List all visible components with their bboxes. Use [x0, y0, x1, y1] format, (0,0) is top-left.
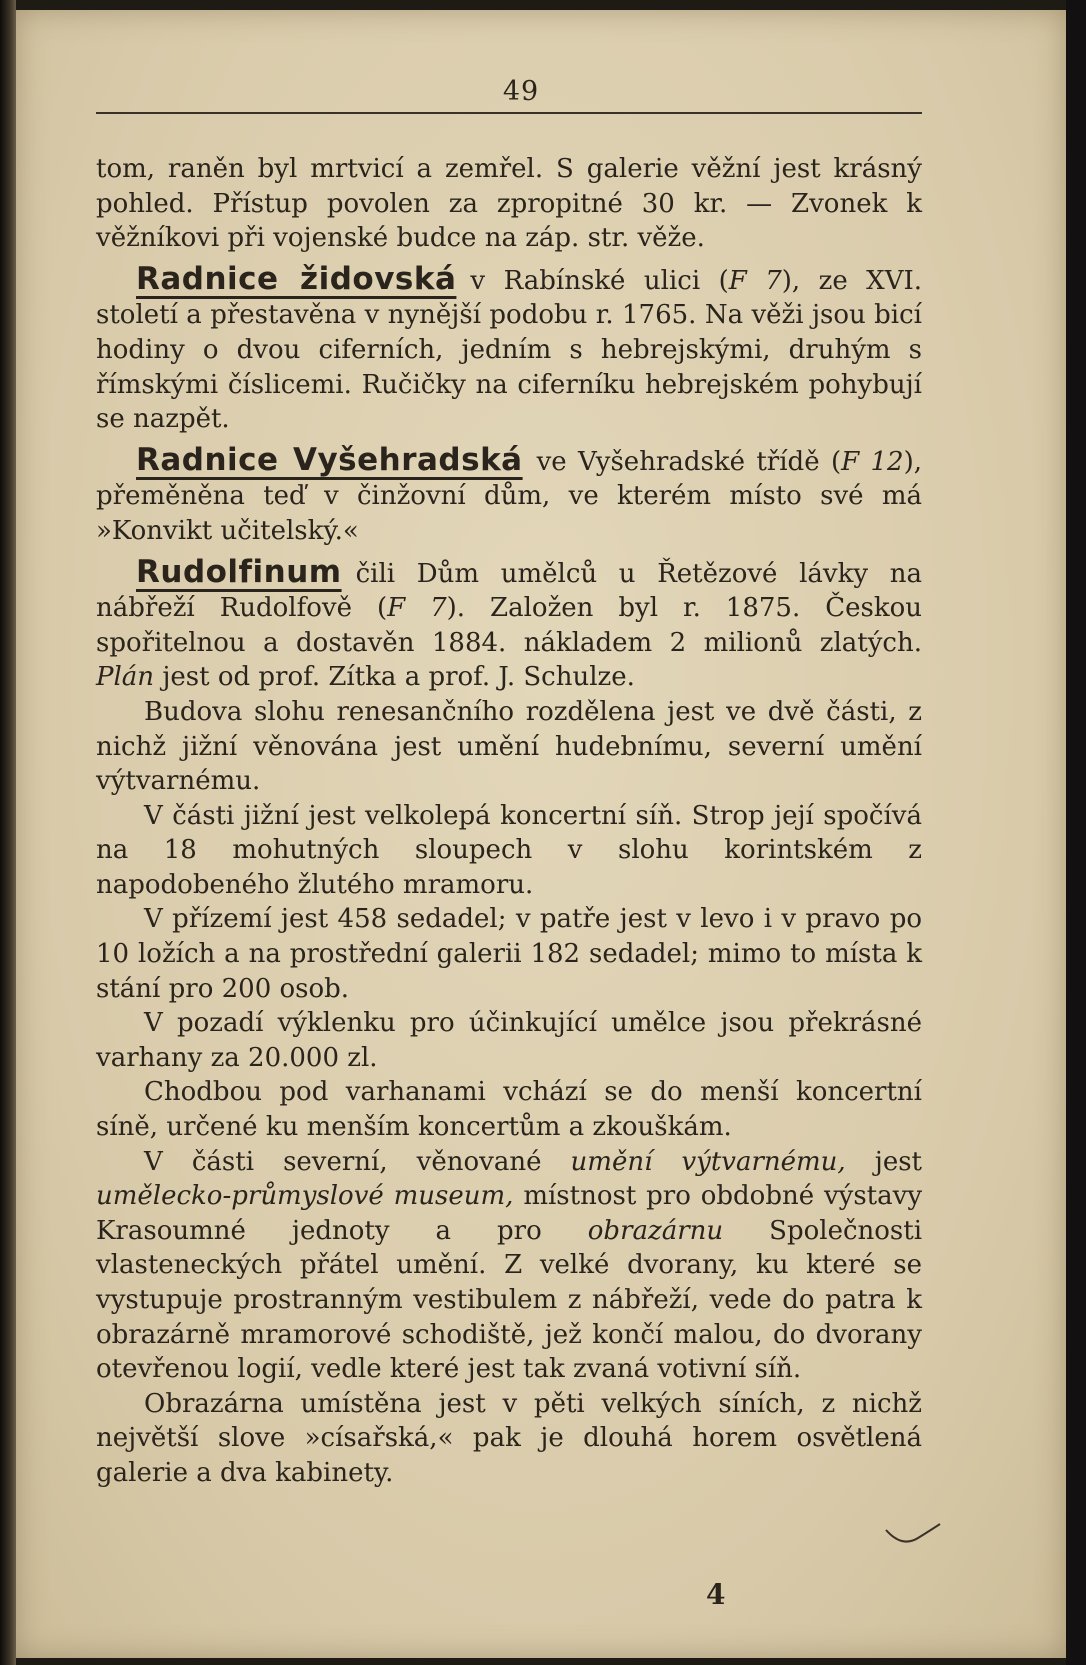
paragraph: Budova slohu renesančního rozdělena jest ve dvě části, z nichž jižní věnována jest umění hudebnímu, severní umění výtvarnému.	[96, 696, 922, 797]
entry-rudolfinum	[96, 555, 922, 695]
map-reference: F 7	[387, 593, 447, 624]
map-reference: F 12	[841, 446, 904, 477]
entry-text-rest: ), přeměněna teď v činžovní dům, ve kterém místo své má »Konvikt učitelský.«	[96, 446, 923, 546]
map-reference: F 7	[728, 265, 782, 296]
paragraph: V pozadí výklenku pro účinkující umělce jsou překrásné varhany za 20.000 zl.	[96, 1008, 922, 1073]
entry-radnice-zidovska	[96, 262, 922, 437]
italic-term: umělecko-průmyslové museum,	[96, 1181, 514, 1212]
plan-label: Plán	[96, 662, 155, 693]
entry-radnice-vysehradska	[96, 443, 922, 549]
paragraph-text: jest	[874, 1146, 923, 1177]
plan-text: jest od prof. Zítka a prof. J. Schulze.	[162, 662, 635, 693]
paragraph-text: Společnosti vlasteneckých přátel umění. Z velké dvorany, ku které se vystupuje prostranným vestibulem z nábřeží, vede do patra k obrazárně mramorové schodiště, jež končí malou, do dvorany otevřenou logií, vedle které jest tak zvaná votivní síň.	[96, 1215, 923, 1385]
entry-heading: Radnice židovská	[136, 260, 457, 297]
entry-text: ve Vyšehradské třídě (	[536, 446, 842, 477]
printer-signature: 4	[706, 1578, 726, 1611]
paragraph-text: místnost pro obdobné výstavy Krasoumné jednoty a pro	[96, 1181, 923, 1246]
page-number: 49	[502, 76, 540, 107]
entry-text-rest: ), ze XVI. století a přestavěna v nynější podobu r. 1765. Na věži jsou bicí hodiny o dvou ciferních, jedním s hebrejskými, druhým s římskými číslicemi. Ručičky na ciferníku hebrejském pohybují se nazpět.	[96, 265, 922, 435]
pencil-mark-icon	[884, 1520, 944, 1550]
paragraph: V přízemí jest 458 sedadel; v patře jest v levo i v pravo po 10 ložích a na prostřední galerii 182 sedadel; mimo to místa k stání pro 200 osob.	[96, 904, 922, 1004]
paragraph: Obrazárna umístěna jest v pěti velkých síních, z nichž největší slove »císařská,« pak je dlouhá horem osvětlená galerie a dva kabinety.	[96, 1388, 922, 1488]
book-page	[16, 10, 1066, 1658]
paragraph-continuation	[96, 152, 922, 256]
paragraph: Chodbou pod varhanami vchází se do menší koncertní síně, určené ku menším koncertům a zkouškám.	[96, 1077, 922, 1143]
entry-text-rest: ). Založen byl r. 1875. Českou spořitelnou a dostavěn 1884. nákladem 2 milionů zlatých.	[96, 593, 922, 658]
paragraph-text: V části severní, věnované	[144, 1146, 542, 1177]
entry-text: v Rabínské ulici (	[470, 265, 729, 296]
entry-text: čili Dům umělců u Řetězové lávky na nábřeží Rudolfově (	[96, 558, 922, 624]
book-spine-shadow	[0, 0, 16, 1665]
paragraph: V části jižní jest velkolepá koncertní síň. Strop její spočívá na 18 mohutných sloupech v slohu korintském z napodobeného žlutého mramoru.	[96, 800, 922, 900]
entry-heading: Rudolfinum	[136, 553, 342, 590]
paragraph-museum	[96, 1145, 922, 1387]
page-body	[96, 152, 922, 1491]
paragraph-text: tom, raněn byl mrtvicí a zemřel. S galerie věžní jest krásný pohled. Přístup povolen za zpropitné 30 kr. — Zvonek k věžníkovi při vojenské budce na záp. str. věže.	[96, 154, 922, 254]
scan-edge	[1066, 0, 1086, 1665]
italic-term: umění výtvarnému,	[570, 1146, 846, 1177]
header-rule	[96, 112, 922, 114]
italic-term: obrazárnu	[587, 1215, 724, 1246]
entry-heading: Radnice Vyšehradská	[136, 441, 523, 478]
